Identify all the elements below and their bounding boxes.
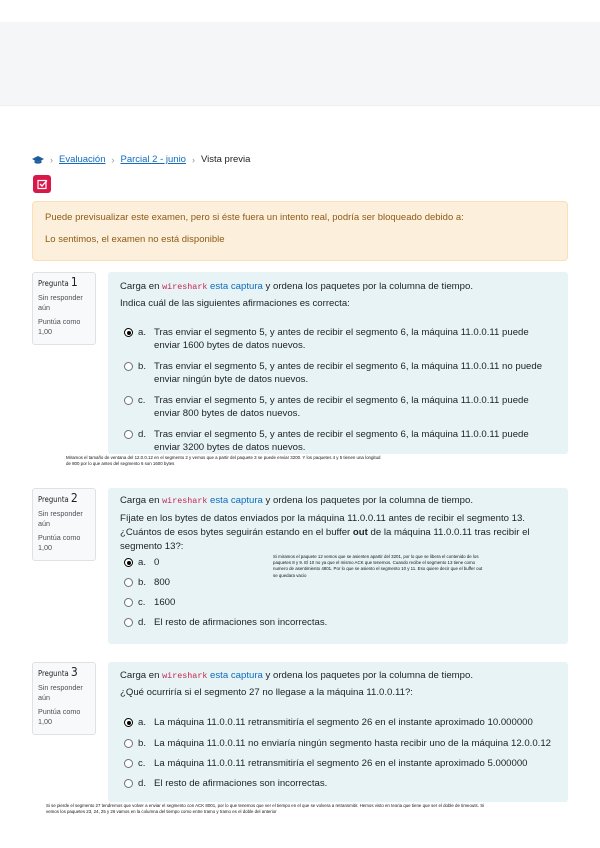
question-grade: Puntúa como 1,00 bbox=[38, 317, 81, 336]
question-intro: Carga en wireshark esta captura y ordena los paquetes por la columna de tiempo. bbox=[120, 495, 473, 506]
radio-button[interactable] bbox=[124, 578, 133, 587]
capture-link[interactable]: esta captura bbox=[210, 670, 263, 681]
radio-button[interactable] bbox=[124, 430, 133, 439]
breadcrumb-current: Vista previa bbox=[200, 154, 251, 165]
alert-message: Puede previsualizar este examen, pero si éste fuera un intento real, podría ser bloqueado debido a: bbox=[45, 212, 464, 223]
radio-button[interactable] bbox=[124, 759, 133, 768]
question-number: 2 bbox=[70, 491, 78, 505]
radio-button[interactable] bbox=[124, 598, 133, 607]
breadcrumb bbox=[32, 154, 250, 165]
chevron-right-icon: › bbox=[191, 154, 195, 165]
answer-option[interactable]: b. 800 bbox=[124, 576, 556, 589]
question-info bbox=[32, 488, 96, 561]
question-state: Sin responder aún bbox=[38, 683, 83, 702]
question-label: Pregunta bbox=[38, 279, 69, 288]
answer-option[interactable]: a. Tras enviar el segmento 5, y antes de recibir el segmento 6, la máquina 11.0.0.11 puede enviar 1600 bytes de datos nuevos. bbox=[124, 326, 556, 352]
radio-button[interactable] bbox=[124, 558, 133, 567]
radio-button[interactable] bbox=[124, 362, 133, 371]
question-label: Pregunta bbox=[38, 495, 69, 504]
radio-button[interactable] bbox=[124, 779, 133, 788]
answer-option[interactable]: c. 1600 bbox=[124, 596, 556, 609]
graduation-cap-icon[interactable] bbox=[32, 155, 44, 165]
question-prompt: ¿Qué ocurriría si el segmento 27 no llegase a la máquina 11.0.0.11?: bbox=[120, 687, 413, 698]
chevron-right-icon: › bbox=[111, 154, 115, 165]
wireshark-code: wireshark bbox=[162, 282, 208, 292]
answer-option[interactable]: c. Tras enviar el segmento 5, y antes de recibir el segmento 6, la máquina 11.0.0.11 puede enviar 800 bytes de datos nuevos. bbox=[124, 394, 556, 420]
question-grade: Puntúa como 1,00 bbox=[38, 533, 81, 552]
question-number: 3 bbox=[70, 665, 78, 679]
quiz-icon bbox=[33, 175, 51, 193]
question-content bbox=[108, 272, 568, 454]
breadcrumb-link-evaluacion[interactable]: Evaluación bbox=[59, 154, 106, 165]
question-state: Sin responder aún bbox=[38, 509, 83, 528]
handwritten-note: Si se pierde el segmento 27 tendremos que volver a enviar el segmento con ACK 8001, por lo que tenemos que ver el tiempo en el que se volvera a retransmitir. Hemos visto en teoria que tiene que ser el doble de timeouts. Si vemos los paquetes 23, 24, 25 y 26 vamos en la columna del tiempo como entre tramo y tramo es el doble del anterior bbox=[46, 803, 485, 815]
question-intro: Carga en wireshark esta captura y ordena los paquetes por la columna de tiempo. bbox=[120, 670, 473, 681]
answer-option[interactable]: c. La máquina 11.0.0.11 retransmitiría el segmento 26 en el instante aproximado 5.000000 bbox=[124, 757, 556, 770]
answer-option[interactable]: b. Tras enviar el segmento 5, y antes de recibir el segmento 6, la máquina 11.0.0.11 no puede enviar ningún byte de datos nuevos. bbox=[124, 360, 556, 386]
question-number: 1 bbox=[70, 275, 78, 289]
answer-option[interactable]: a. 0 bbox=[124, 556, 556, 569]
question-content bbox=[108, 662, 568, 802]
wireshark-code: wireshark bbox=[162, 496, 208, 506]
answer-option[interactable]: d. Tras enviar el segmento 5, y antes de recibir el segmento 6, la máquina 11.0.0.11 puede enviar 3200 bytes de datos nuevos. bbox=[124, 428, 556, 454]
question-state: Sin responder aún bbox=[38, 293, 83, 312]
question-info bbox=[32, 662, 96, 735]
radio-button[interactable] bbox=[124, 718, 133, 727]
answer-option[interactable]: b. La máquina 11.0.0.11 no enviaría ningún segmento hasta recibir uno de la máquina 12.0.0.12 bbox=[124, 737, 556, 750]
capture-link[interactable]: esta captura bbox=[210, 281, 263, 292]
radio-button[interactable] bbox=[124, 739, 133, 748]
handwritten-note: Si miramos el paquete 12 vemos que se asienten apartir del 3201, por lo que se libera el contenido de los paquetes 8 y 9. El 10 no ya que el mismo ACK que tenemos. Cuando recibe el segmento 13 tiene como numero de asentimiento 4801. Por lo que se asiento el segmento 10 y 11. Eso quiere decir que el buffer out se quedara vacio bbox=[273, 554, 483, 578]
breadcrumb-link-parcial[interactable]: Parcial 2 - junio bbox=[120, 154, 186, 165]
preview-warning-alert bbox=[32, 201, 568, 261]
question-intro: Carga en wireshark esta captura y ordena los paquetes por la columna de tiempo. bbox=[120, 281, 473, 292]
answer-option[interactable]: a. La máquina 11.0.0.11 retransmitiría el segmento 26 en el instante aproximado 10.000000 bbox=[124, 716, 556, 729]
question-prompt: Indica cuál de las siguientes afirmaciones es correcta: bbox=[120, 298, 350, 309]
question-prompt: Fíjate en los bytes de datos enviados por la máquina 11.0.0.11 antes de recibir el segmento 13. ¿Cuántos de esos bytes seguirán estando en el buffer out de la máquina 11.0.0.11 tras recibir el segmento 13?: bbox=[120, 513, 530, 552]
question-label: Pregunta bbox=[38, 669, 69, 678]
capture-link[interactable]: esta captura bbox=[210, 495, 263, 506]
top-navbar bbox=[0, 22, 600, 106]
radio-button[interactable] bbox=[124, 328, 133, 337]
answer-option[interactable]: d. El resto de afirmaciones son incorrectas. bbox=[124, 777, 556, 790]
alert-reason: Lo sentimos, el examen no está disponible bbox=[45, 234, 225, 245]
handwritten-note: Miramos el tamaño de ventana del 12.0.0.12 en el segmento 2 y vemos que a partir del paquete 3 se puede enviar 3200. Y los paquetes 4 y 5 tienen una longitud de 800 por lo que antes del segmento 6 son 1600 bytes bbox=[66, 455, 381, 467]
radio-button[interactable] bbox=[124, 618, 133, 627]
wireshark-code: wireshark bbox=[162, 671, 208, 681]
question-content bbox=[108, 488, 568, 644]
radio-button[interactable] bbox=[124, 396, 133, 405]
answer-option[interactable]: d. El resto de afirmaciones son incorrectas. bbox=[124, 616, 556, 629]
question-info bbox=[32, 272, 96, 345]
question-grade: Puntúa como 1,00 bbox=[38, 707, 81, 726]
chevron-right-icon: › bbox=[50, 154, 53, 165]
